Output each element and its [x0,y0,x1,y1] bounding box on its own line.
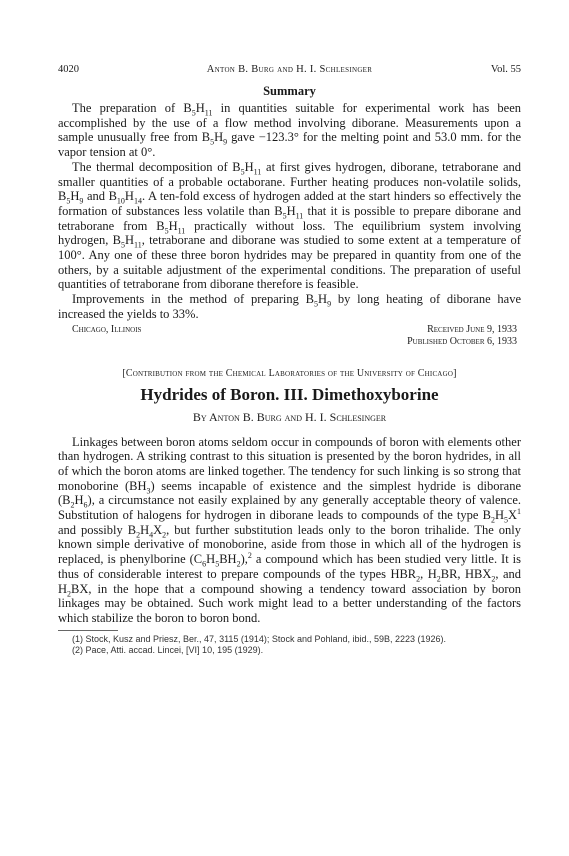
running-head: Anton B. Burg and H. I. Schlesinger [206,64,373,75]
summary-paragraph-1: The preparation of $B_5H_{11}$ in quantities suitable for experimental work has been accomplished by the use of a flow method involving diborane. Measurements upon a sample unusually free from $B_5H_9$ gave −123.3° for the melting point and 53.0 mm. for the vapor tension at 0°. [58,101,522,160]
footnote-rule [58,630,118,631]
location: Chicago, Illinois [72,323,142,335]
footnote-1: (1) Stock, Kusz and Priesz, Ber., 47, 3115 (1914); Stock and Pohland, ibid., 59B, 2223 (1926). [72,633,447,644]
summary-paragraph-2: The thermal decomposition of $B_5H_{11}$ at first gives hydrogen, diborane, tetraborane and smaller quantities of a probable octaborane. Further heating produces non-volatile solids, $B_5H_9$ and $B_{10}H_{14}$. A ten-fold excess of hydrogen added at the start hinders so effectively the formation of substances less volatile than $B_5H_{11}$ that it is possible to prepare diborane and tetraborane from $B_5H_{11}$ practically without loss. The equilibrium system involving hydrogen, $B_5H_{11}$, tetraborane and diborane was studied to some extent at a temperature of 100°. Any one of these three boron hydrides may be prepared in quantity from one of the others, by a suitable adjustment of the experimental conditions. The preparation of useful quantities of tetraborane from diborane therefore is feasible. [58,159,521,292]
body-paragraph: Linkages between boron atoms seldom occur in compounds of boron with elements other than hydrogen. A striking contrast to this situation is presented by the boron hydrides, in all of which the boron atoms are linked together. The tendency for such linking is so strong that monoborine $(BH_3)$ seems incapable of existence and the simplest hydride is diborane $(B_2H_6)$, a circumstance not easily explained by any generally acceptable theory of valence. Substitution of halogens for hydrogen in diborane leads to compounds of the type $B_2H_5X^1$ and possibly $B_2H_4X_2$, but further substitution leads only to the boron trihalide. The only known simple derivative of monoborine, aside from those in which all of the hydrogen is replaced, is phenylborine $(C_6H_5BH_2),^2$ a compound which has been studied very little. It is thus of considerable interest to prepare compounds of the types $HBR_2$, $H_2BR$, $HBX_2$, and $H_2BX$, in the hope that a compound showing a tendency toward association by boron linkages may be obtained. Such work might lead to a better understanding of the factors which stabilize the boron to boron bond. [58,434,521,625]
summary-heading: Summary [263,84,316,98]
journal-page [58,64,521,656]
contribution-line: [Contribution from the Chemical Laboratories of the University of Chicago] [122,367,457,379]
byline: By Anton B. Burg and H. I. Schlesinger [192,409,387,424]
published-date: Published October 6, 1933 [407,335,517,347]
received-date: Received June 9, 1933 [427,323,517,335]
article-title: Hydrides of Boron. III. Dimethoxyborine [140,384,439,404]
volume-label: Vol. 55 [490,64,521,75]
running-header [58,64,521,80]
footnote-2: (2) Pace, Atti. accad. Lincei, [VI] 10, 195 (1929). [72,644,264,655]
page-number: 4020 [58,64,79,75]
summary-paragraph-3: Improvements in the method of preparing $B_5H_9$ by long heating of diborane have increased the yields to 33%. [58,292,521,321]
dates [407,324,517,348]
received-block [58,324,521,352]
